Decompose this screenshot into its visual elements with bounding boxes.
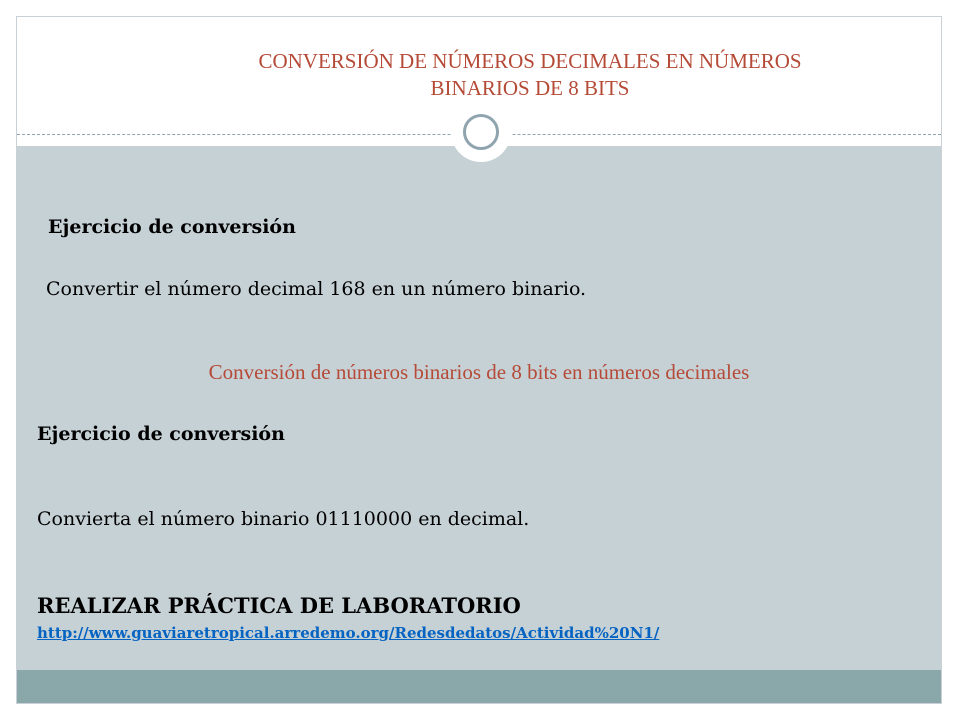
- slide-title-line1: CONVERSIÓN DE NÚMEROS DECIMALES EN NÚMEROS: [258, 49, 802, 73]
- exercise-text-1: Convertir el número decimal 168 en un número binario.: [46, 278, 587, 300]
- slide-title: [150, 48, 910, 102]
- exercise-heading-1: Ejercicio de conversión: [48, 216, 296, 238]
- circle-ornament-inner-icon: [463, 114, 499, 150]
- slide-title-line2: BINARIOS DE 8 BITS: [430, 76, 630, 100]
- exercise-text-2: Convierta el número binario 01110000 en decimal.: [37, 508, 530, 530]
- section-subtitle: Conversión de números binarios de 8 bits en números decimales: [208, 360, 750, 384]
- lab-heading: REALIZAR PRÁCTICA DE LABORATORIO: [37, 593, 521, 618]
- exercise-heading-2: Ejercicio de conversión: [37, 423, 285, 445]
- lab-link[interactable]: http://www.guaviaretropical.arredemo.org/Redesdedatos/Actividad%20N1/: [37, 624, 660, 642]
